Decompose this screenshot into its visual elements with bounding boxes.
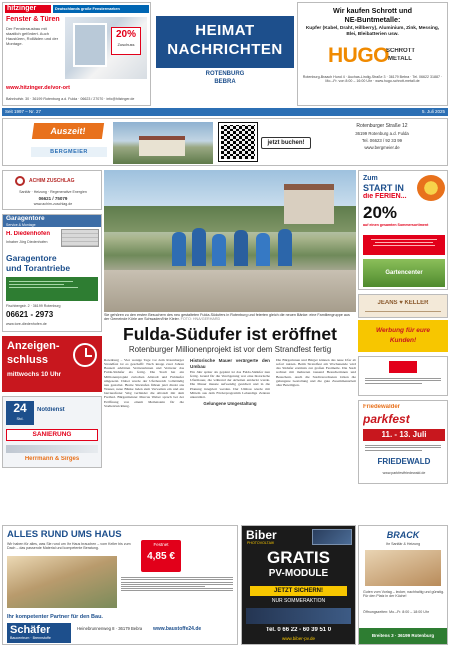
biber-phone: Tel. 0 66 22 - 60 39 51 0 bbox=[265, 627, 332, 633]
article-column-2 bbox=[190, 358, 270, 513]
friedewald-date-box bbox=[363, 429, 445, 441]
jeans-keller-ad[interactable] bbox=[358, 294, 448, 318]
garagentore-sub: Service & Montage bbox=[6, 223, 36, 227]
hitzinger-footer: Bahnhofstr. 30 · 36199 Rotenburg a.d. Fulda · 06623 / 27070 · info@hitzinger.de bbox=[6, 97, 135, 101]
hotel-banner-ad[interactable] bbox=[2, 118, 448, 166]
bau-web[interactable]: www.baustoffe24.de bbox=[153, 626, 202, 632]
window-photo bbox=[65, 17, 147, 79]
masthead-title-box bbox=[156, 16, 294, 68]
hugo-logo bbox=[328, 43, 422, 69]
article-col2-text: Ein Jahr später als geplant ist das Fulda-Südufer nun fertig. Grund für die Verzögerung war eine historische Ufermauer, die während der Arbeiten entdeckt wurde. Die Mauer musste aufwendig gesichert und in die Planung integriert werden. Der Umbau wurde mit Mitteln aus dem Förderprogramm Lebendige Zentren unterstützt. bbox=[190, 370, 270, 399]
brack-ad[interactable] bbox=[358, 525, 448, 645]
anzeigenschluss-line1: Anzeigen- bbox=[7, 340, 60, 352]
hugo-materials: Kupfer (Kabel, Draht, Hillberry), Aluminium, Zink, Messing, Blei, Bleibatterien usw. bbox=[305, 26, 440, 37]
achim-phone: 06621 / 75079 bbox=[38, 196, 68, 201]
article-headline: Fulda-Südufer ist eröffnet bbox=[123, 324, 337, 344]
werbung-line-1: Werbung für eure bbox=[375, 327, 431, 334]
photo-people bbox=[164, 224, 314, 272]
anzeigenschluss-line2: schluss bbox=[7, 354, 48, 366]
clock-icon bbox=[73, 343, 97, 367]
jeans-keller-brand: JEANS ♥ KELLER bbox=[377, 300, 429, 306]
article-subhead: Rotenburger Millionenprojekt ist vor dem Strandfest fertig bbox=[128, 345, 332, 354]
achim-logo bbox=[15, 175, 91, 189]
biber-pv-module: PV-MODULE bbox=[268, 568, 329, 579]
hotel-photo bbox=[113, 122, 213, 164]
biber-brand: Biber bbox=[246, 528, 277, 542]
garagentore-web[interactable]: www.tore-diedenhofen.de bbox=[6, 322, 47, 326]
article-column-1 bbox=[104, 358, 184, 513]
achim-zuschlag-ad[interactable] bbox=[2, 170, 102, 210]
werbung-line-2: Kunden! bbox=[389, 337, 417, 344]
notdienst-number: 24 bbox=[13, 401, 27, 415]
notdienst-text: Notdienst bbox=[37, 407, 65, 413]
photo-building bbox=[284, 184, 334, 224]
hotel-address-web[interactable]: www.bergmeier.de bbox=[364, 145, 400, 150]
garagentore-header bbox=[3, 215, 101, 227]
discount-box bbox=[363, 235, 445, 255]
masthead-region-line1: ROTENBURG bbox=[205, 71, 245, 77]
garagentore-ad[interactable] bbox=[2, 214, 102, 332]
hitzinger-logo bbox=[5, 5, 51, 13]
building-materials-photo bbox=[7, 556, 117, 608]
qr-code-icon[interactable] bbox=[219, 123, 257, 161]
hitzinger-tagline: Deutschlands große Fenstermarken bbox=[53, 5, 149, 13]
friedewald-date: 11. - 13. Juli bbox=[381, 430, 427, 439]
discount-sub: auf einen gesamten Sommersortiment bbox=[363, 223, 429, 227]
masthead-title-line1: HEIMAT bbox=[195, 22, 255, 39]
main-article bbox=[104, 170, 356, 513]
bathroom-photo bbox=[6, 445, 98, 453]
hugo-logo-text: HUGO bbox=[328, 44, 389, 67]
biber-logo bbox=[246, 530, 306, 544]
biber-panel-photo bbox=[246, 608, 351, 624]
notdienst-label: Std. bbox=[16, 416, 24, 421]
friedewald-title: Friedewalder bbox=[363, 404, 401, 410]
auszeit-label: Auszeit! bbox=[32, 123, 104, 139]
brack-hours: Öffnungszeiten: Mo.–Fr. 8:00 – 18:00 Uhr bbox=[363, 610, 430, 614]
sanierung-box bbox=[6, 429, 98, 441]
start-line-1: Zum bbox=[363, 175, 378, 182]
werbung-ad bbox=[358, 320, 448, 352]
hugo-headline-1: Wir kaufen Schrott und bbox=[333, 6, 412, 15]
hitzinger-body: Der Fensterausbau mit staatlich gefördert. Auch Haustüren, Rollläden und der Montage. bbox=[6, 26, 59, 46]
price-badge-value: 4,85 € bbox=[147, 551, 175, 562]
hugo-logo-side1: SCHROTT bbox=[386, 48, 415, 54]
garden-photo bbox=[363, 259, 445, 287]
discount-value: 20% bbox=[363, 203, 398, 222]
brack-text: Guten vom Vorlag – lecker, nachhaltig und günstig. Für den Platz in der Küche! bbox=[363, 590, 445, 599]
price-badge-label: Festnet bbox=[153, 542, 169, 547]
friedewald-parkfest-ad[interactable] bbox=[358, 400, 448, 484]
masthead-title-line2: NACHRICHTEN bbox=[167, 41, 283, 58]
friedewald-web[interactable]: www.parkfestfriedewald.de bbox=[382, 471, 426, 475]
hugo-footer: Rotenburg-Braach Hund 4 · Auchas-Lindig-Straße 3 · 36179 Bebra · Tel. 06622 31887 · Mo.–Fr. von 8:00 – 16:00 Uhr · www.hugo-schrott-metall.de bbox=[302, 75, 443, 84]
issue-number: Seit 1997 – Nr. 27 bbox=[5, 109, 42, 114]
subsidy-badge-value: 20% bbox=[115, 29, 136, 40]
hitzinger-brand: hitzinger bbox=[7, 5, 37, 12]
hugo-headline-2: NE-Buntmetalle: bbox=[344, 15, 401, 24]
hitzinger-title: Fenster & Türen bbox=[6, 16, 60, 23]
notdienst-badge bbox=[6, 401, 34, 425]
garagentore-big-1: Garagentore bbox=[6, 253, 57, 263]
hugo-ad[interactable] bbox=[297, 2, 448, 106]
achim-web[interactable]: www.achim-zuschlag.de bbox=[33, 202, 73, 206]
schaefer-baucentrum-ad[interactable] bbox=[2, 525, 238, 645]
garagentore-phone: 06621 - 2973 bbox=[6, 310, 54, 319]
subsidy-badge-label: Zuschuss bbox=[117, 42, 135, 47]
garagentore-address: Fischbergstr. 2 · 36199 Rotenburg bbox=[6, 304, 61, 308]
bau-body: Wir haben für alles, was Sie rund um Ihr Haus brauchen – vom Keller bis zum Dach – das passende Material und kompetente Beratung. bbox=[7, 542, 131, 551]
brack-footer-bar bbox=[359, 628, 447, 644]
achim-brand: ACHIM ZUSCHLAG bbox=[29, 178, 75, 184]
price-badge bbox=[141, 540, 181, 572]
photo-caption-text: Sie gehören zu den ersten Besuchern des neu gestalteten Fulda-Südufers in Rotenburg und feierten gleich die neuen Bänke: eine Familiengruppe aus der Gemeinde Körle am Schwaden/Ihle Kleier. bbox=[104, 313, 350, 322]
diedenhofen-owner: Inhaber Jörg Diedenhofen bbox=[6, 240, 48, 244]
bau-title: ALLES RUND UMS HAUS bbox=[7, 529, 122, 540]
bergmeier-brand: BERGMEIER bbox=[50, 149, 88, 155]
hitzinger-url[interactable]: www.hitzinger.de/vor-ort bbox=[6, 85, 70, 91]
schaefer-brand-sub: Baucentrum · Brennstoffe bbox=[10, 636, 51, 640]
small-right-ad[interactable] bbox=[358, 356, 448, 396]
bergmeier-logo bbox=[31, 147, 107, 157]
biber-gratis: GRATIS bbox=[267, 548, 330, 567]
photo-promenade bbox=[104, 270, 356, 312]
bau-slogan: Ihr kompetenter Partner für den Bau. bbox=[7, 614, 103, 620]
brack-photo bbox=[365, 550, 441, 586]
biber-jetzt-sichern: JETZT SICHERN! bbox=[250, 586, 347, 596]
sanitaer-notdienst-ad[interactable] bbox=[2, 396, 102, 468]
hugo-logo-side2: METALL bbox=[388, 56, 412, 62]
masthead bbox=[156, 2, 294, 106]
schaefer-brand: Schäfer bbox=[10, 624, 51, 636]
sanierung-label: SANIERUNG bbox=[32, 431, 72, 438]
garden-title: Gartencenter bbox=[385, 270, 423, 276]
anzeigenschluss-ad bbox=[2, 336, 102, 392]
biber-aktion: NUR SOMMERAKTION bbox=[271, 598, 326, 604]
hotel-address-tel: Tel. 06623 / 92 33 99 bbox=[361, 138, 403, 143]
hitzinger-ad[interactable] bbox=[2, 2, 151, 106]
subsidy-badge bbox=[111, 27, 141, 55]
article-col2-subtitle: Gelungene Umgestaltung bbox=[203, 401, 257, 407]
photo-caption bbox=[104, 313, 356, 322]
diedenhofen-name: H. Diedenhofen bbox=[6, 231, 51, 237]
biber-brand-sub: PHOTOVOLTAIK bbox=[247, 541, 275, 545]
hotel-address-city: 36199 Rotenburg a.d. Fulda bbox=[355, 131, 409, 136]
photo-credit: FOTO: HNA/GERHARD bbox=[180, 317, 221, 322]
sun-icon bbox=[417, 175, 445, 201]
small-ad-logo bbox=[389, 361, 417, 373]
article-col2-title: Historische Mauer verärgerte den Umbau bbox=[190, 358, 270, 369]
book-now-button[interactable]: jetzt buchen! bbox=[261, 137, 311, 149]
schaefer-logo bbox=[7, 623, 71, 643]
friedewald-name: FRIEDEWALD bbox=[377, 457, 431, 466]
garagentore-title: Garagentore bbox=[6, 215, 45, 222]
issue-bar bbox=[2, 108, 448, 116]
start-line-2: START IN bbox=[363, 183, 404, 193]
article-col1-text: Rotenburg – Vier wenige Tage vor dem Rotenburger Strandfest ist es geschafft: Nach knapp zwei Jahren Bauzeit erklärten Vertreterinnen und Vertreter das Fulda-Südufer als fertig. Die Stadt hat ein Millionenprojekt zwischen Altstadt und Fuldaufer umgesetzt. Dabei wurde der Uferbereich vollständig neu gestaltet. Breite Sitzstufen führen jetzt direkt ans Wasser, neue Bänke laden zum Verweilen ein und ein barrierefreier Weg verbindet die Altstadt mit dem Freibad. Bürgermeister Marcus Weber sprach bei der Eröffnung von einem Meilenstein für die Stadtentwicklung. bbox=[104, 358, 184, 408]
article-col3-text: Die Bürgerinnen und Bürger können das neue Ufer ab sofort nutzen. Beim Strandfest am Wochenende wird das Südufer erstmals zur großen Festmeile. Die Stadt rechnet mit mehreren tausend Besucherinnen und Besuchern. Auch die Stadtverordneten lobten die gelungene Gestaltung und die gute Zusammenarbeit aller Beteiligten. bbox=[276, 358, 356, 387]
issue-date: 5. Juli 2025 bbox=[421, 109, 445, 114]
bau-text-block bbox=[121, 576, 233, 591]
herrmann-sirges-brand: Herrmann & Sirges bbox=[24, 456, 80, 462]
article-photo bbox=[104, 170, 356, 312]
start-line-3: die FERIEN... bbox=[363, 193, 407, 200]
achim-sub: Sanitär · Heizung · Regenerative Energien bbox=[19, 190, 87, 194]
brack-footer: Breitens 3 · 36199 Rotenburg bbox=[371, 633, 435, 638]
masthead-region bbox=[156, 70, 294, 86]
brack-sub: Ihr Sanitär & Heizung bbox=[385, 542, 421, 546]
biber-photovoltaik-ad[interactable] bbox=[241, 525, 356, 645]
biber-web[interactable]: www.biber-pv.de bbox=[282, 636, 315, 641]
brack-title: BRACK bbox=[386, 530, 420, 540]
window-frame bbox=[73, 23, 107, 67]
garagentore-green-strip bbox=[6, 277, 98, 301]
garage-door-icon bbox=[61, 229, 99, 247]
garagentore-big-2: und Torantriebe bbox=[6, 263, 71, 273]
bau-address: Heinebrunnenweg 8 · 36179 Bebra bbox=[77, 626, 143, 631]
solar-panel-icon bbox=[312, 529, 352, 545]
article-column-3 bbox=[276, 358, 356, 513]
friedewald-big: parkfest bbox=[363, 412, 410, 426]
achim-logo-icon bbox=[15, 176, 25, 186]
hotel-address bbox=[319, 122, 445, 164]
hotel-address-title: Rotenburger Straße 12 bbox=[356, 123, 408, 129]
anzeigenschluss-line3: mittwochs 10 Uhr bbox=[7, 371, 62, 378]
masthead-region-line2: BEBRA bbox=[214, 79, 236, 85]
garden-center-ad[interactable] bbox=[358, 170, 448, 290]
hotel-building bbox=[139, 136, 185, 156]
